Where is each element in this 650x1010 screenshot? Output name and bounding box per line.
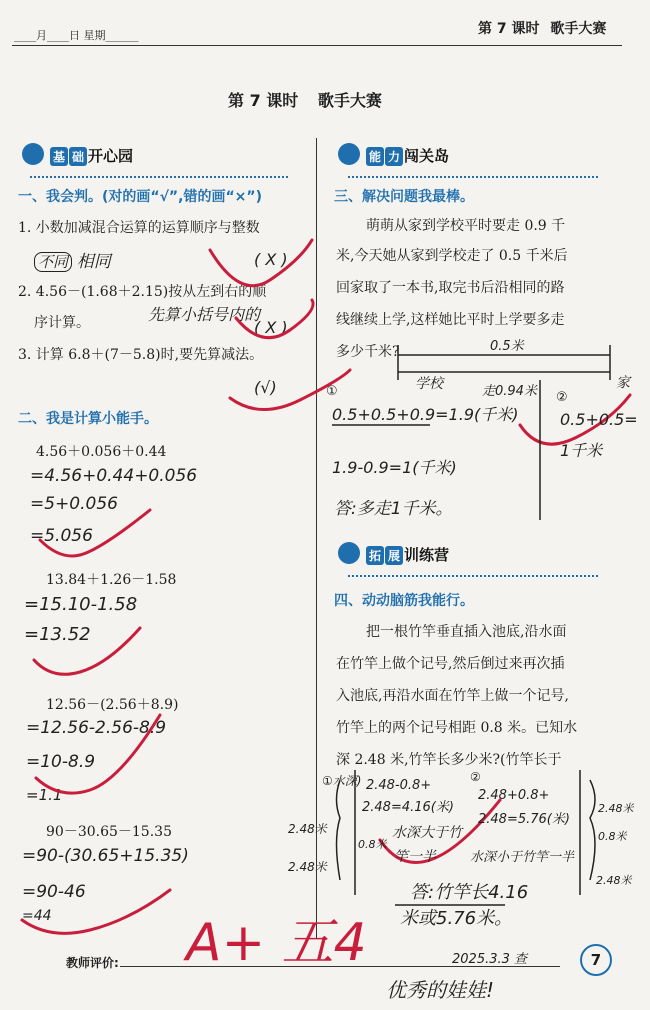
section4-text: 把一根竹竿垂直插入池底,沿水面 (366, 624, 567, 640)
section4-work: 2.48+0.8+ (478, 788, 550, 803)
section3-work: 1.9-0.9=1(千米) (332, 458, 457, 477)
section3-text: 线继续上学,这样她比平时上学要多走 (336, 312, 565, 328)
q2-mark: ( X ) (254, 318, 288, 337)
calc3-step: =10-8.9 (26, 752, 96, 772)
q1-mark: ( X ) (254, 250, 288, 269)
section3-text: 米,今天她从家到学校走了 0.5 千米后 (336, 248, 568, 264)
date-line: ____月____日 星期______ (14, 29, 139, 42)
calc1-expr: 4.56＋0.056＋0.44 (36, 444, 167, 460)
red-check-mark (36, 715, 160, 793)
red-check-mark (34, 628, 140, 674)
banner-divider (348, 575, 598, 577)
calc2-step: =15.10-1.58 (24, 594, 138, 615)
q1-boxed-word: 不同 (34, 252, 72, 272)
q2-handwriting: 先算小括号内的 (148, 305, 261, 324)
teacher-eval-label: 教师评价: (66, 956, 119, 970)
section3-text: 萌萌从家到学校平时要走 0.9 千 (366, 218, 566, 234)
header-lesson-label: 第 7 课时 (478, 21, 540, 37)
banner-label: 开心园 (88, 147, 134, 165)
section2-title: 二、我是计算小能手。 (18, 411, 158, 427)
section4-title: 四、动动脑筋我能行。 (334, 593, 474, 609)
page-number: 7 (580, 944, 612, 976)
section4-work: 水深大于竹 (392, 825, 462, 841)
section4-answer: 米或5.76米。 (400, 908, 513, 929)
section4-work: 2.48-0.8+ (366, 778, 432, 793)
section3-work: 1千米 (560, 441, 603, 460)
banner-badge: 展 (385, 546, 403, 565)
banner-badge: 础 (69, 147, 87, 166)
section3-title: 三、解决问题我最棒。 (334, 189, 474, 205)
banner-badge: 能 (366, 147, 384, 166)
section4-work: 2.48=4.16(米) (362, 800, 454, 815)
section4-text: 深 2.48 米,竹竿长多少米?(竹竿长于 (336, 752, 562, 768)
work-label: ① (326, 384, 338, 399)
banner-divider (348, 176, 598, 178)
section4-work: 水深小于竹竿一半 (470, 850, 575, 865)
banner-extension (366, 544, 449, 565)
section4-text: 竹竿上的两个记号相距 0.8 米。已知水 (336, 720, 578, 736)
measure-label: 0.8米 (358, 838, 387, 851)
check-date: 2025.3.3 查 (452, 952, 528, 967)
measure-label: 2.48米 (596, 874, 632, 887)
teacher-comment: 优秀的娃娃! (386, 978, 495, 1002)
banner-ability (366, 145, 449, 166)
diagram-top-label: 0.5米 (490, 339, 524, 354)
calc4-step: =44 (22, 908, 52, 924)
banner-label: 训练营 (404, 546, 450, 564)
q1-handwriting: 相同 (76, 252, 111, 272)
measure-label: 2.48米 (288, 860, 327, 874)
q3-mark: (√) (254, 378, 277, 397)
q2-text: 2. 4.56－(1.68＋2.15)按从左到右的顺 (18, 284, 267, 300)
page-title-topic: 歌手大赛 (317, 91, 382, 110)
calc4-step: =90-46 (22, 882, 86, 902)
grade-handwriting: A+ 五4 (186, 913, 367, 973)
measure-label: 2.48米 (288, 822, 327, 836)
section4-text: 在竹竿上做个记号,然后倒过来再次插 (336, 656, 565, 672)
banner-label: 闯关岛 (404, 147, 450, 165)
section1-title: 一、我会判。(对的画“√”,错的画“×”) (18, 189, 262, 205)
measure-label: 0.8米 (598, 830, 627, 843)
banner-badge: 基 (50, 147, 68, 166)
calc2-step: =13.52 (24, 624, 91, 645)
section3-work: 0.5+0.5+0.9=1.9(千米) (332, 405, 519, 424)
measure-label: 2.48米 (598, 802, 634, 815)
banner-badge: 拓 (366, 546, 384, 565)
diagram-home-label: 家 (616, 375, 630, 391)
calc1-step: =5.056 (30, 526, 93, 546)
pencil-icon (338, 542, 360, 564)
section3-text: 回家取了一本书,取完书后沿相同的路 (336, 280, 565, 296)
brace (337, 780, 341, 880)
calc4-expr: 90－30.65－15.35 (46, 824, 172, 840)
section4-work: ①水深) (322, 774, 362, 788)
banner-badge: 力 (385, 147, 403, 166)
page-title-lesson: 第 7 课时 (228, 91, 299, 110)
calc1-step: =5+0.056 (30, 494, 118, 514)
q3-text: 3. 计算 6.8＋(7－5.8)时,要先算减法。 (18, 347, 264, 363)
section4-work: 竿一半 (394, 849, 436, 865)
calc2-expr: 13.84＋1.26－1.58 (46, 572, 177, 588)
header-lesson-topic: 歌手大赛 (550, 21, 607, 37)
calc3-step: =1.1 (26, 786, 63, 804)
section3-work: 0.5+0.5= (560, 410, 638, 429)
calc3-expr: 12.56－(2.56＋8.9) (46, 697, 179, 713)
red-check-mark (40, 510, 150, 556)
calc3-step: =12.56-2.56-8.9 (26, 718, 167, 738)
red-check-mark (236, 300, 313, 338)
diagram-school-label: 学校 (415, 376, 443, 392)
section3-text: 多少千米? (336, 344, 400, 360)
q2-text2: 序计算。 (34, 315, 90, 331)
section4-text: 入池底,再沿水面在竹竿上做一个记号, (336, 688, 569, 704)
pencil-icon (338, 143, 360, 165)
section3-answer: 答:多走1千米。 (334, 499, 453, 519)
work-label: ② (556, 390, 568, 405)
q1-text: 1. 小数加减混合运算的运算顺序与整数 (18, 220, 260, 236)
red-check-mark (22, 890, 170, 933)
calc4-step: =90-(30.65+15.35) (22, 846, 189, 866)
section4-work: ② (470, 770, 481, 784)
brace (590, 780, 595, 880)
diagram-walk-label: 走0.94米 (482, 384, 537, 399)
section4-answer: 答:竹竿长4.16 (410, 882, 529, 903)
red-check-mark (210, 240, 312, 286)
calc1-step: =4.56+0.44+0.056 (30, 466, 198, 486)
section4-work: 2.48=5.76(米) (478, 812, 570, 827)
